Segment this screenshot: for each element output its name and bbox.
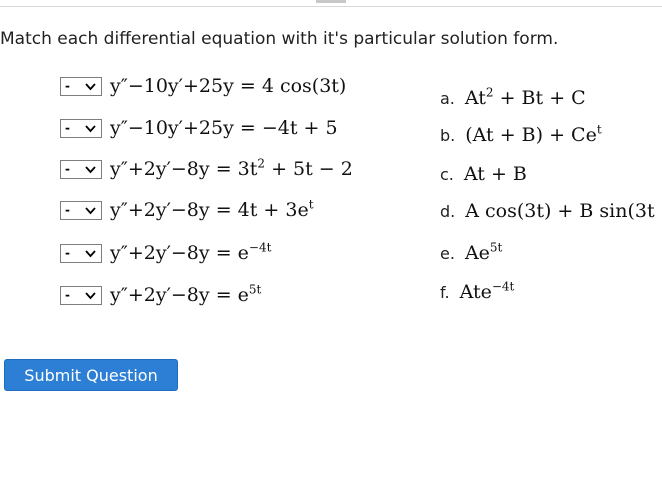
top-handle [316, 0, 346, 3]
select-value: - [65, 162, 70, 176]
option-letter: b. [440, 125, 456, 145]
select-value: - [65, 121, 70, 135]
chevron-down-icon [83, 121, 98, 136]
answer-select[interactable] [60, 160, 102, 179]
question-prompt: Match each differential equation with it's particular solution form. [0, 29, 559, 49]
equation-text: y″−10y′+25y = 4 cos(3t) [110, 75, 347, 97]
equation-text: y″−10y′+25y = −4t + 5 [110, 117, 338, 139]
equation-text: $y''+2y'-8y = 4t + 3e^t$ [110, 197, 314, 221]
chevron-down-icon [83, 246, 98, 261]
answer-select[interactable] [60, 286, 102, 305]
chevron-down-icon [83, 288, 98, 303]
option-expression: $Ae^{5t}$ [464, 240, 503, 264]
equation-text: $y''+2y'-8y = 3t^2 + 5t - 2$ [110, 156, 353, 180]
option-expression: Ate$^{-4t}$ [459, 279, 515, 303]
option-a [440, 86, 586, 110]
option-d [440, 199, 655, 223]
option-f [440, 280, 514, 304]
option-letter: d. [440, 201, 456, 221]
select-value: - [65, 246, 70, 260]
equation-text: $y''+2y'-8y = e^{5t}$ [110, 282, 262, 306]
answer-select[interactable] [60, 77, 102, 96]
option-expression: A cos(3t) + B sin(3t [465, 200, 655, 222]
select-value: - [65, 203, 70, 217]
option-letter: e. [440, 243, 455, 263]
select-value: - [65, 79, 70, 93]
option-expression: At + B [463, 163, 527, 185]
option-expression: $At^2 + Bt + C$ [464, 85, 586, 109]
chevron-down-icon [83, 79, 98, 94]
equation-row [60, 116, 338, 140]
chevron-down-icon [83, 162, 98, 177]
equation-row [60, 241, 271, 265]
answer-select[interactable] [60, 201, 102, 220]
equation-row [60, 198, 314, 222]
submit-question-button[interactable]: Submit Question [4, 359, 178, 391]
option-c [440, 162, 527, 186]
select-value: - [65, 288, 70, 302]
top-divider [0, 6, 662, 7]
chevron-down-icon [83, 203, 98, 218]
equation-row [60, 157, 353, 181]
option-letter: a. [440, 88, 455, 108]
answer-select[interactable] [60, 244, 102, 263]
option-letter: f. [440, 282, 450, 302]
equation-row [60, 74, 346, 98]
option-letter: c. [440, 164, 454, 184]
option-expression: $(At + B) + Ce^t$ [465, 122, 602, 146]
answer-select[interactable] [60, 119, 102, 138]
equation-row [60, 283, 261, 307]
equation-text: $y''+2y'-8y = e^{-4t}$ [110, 240, 272, 264]
option-b [440, 123, 602, 147]
option-e [440, 241, 502, 265]
